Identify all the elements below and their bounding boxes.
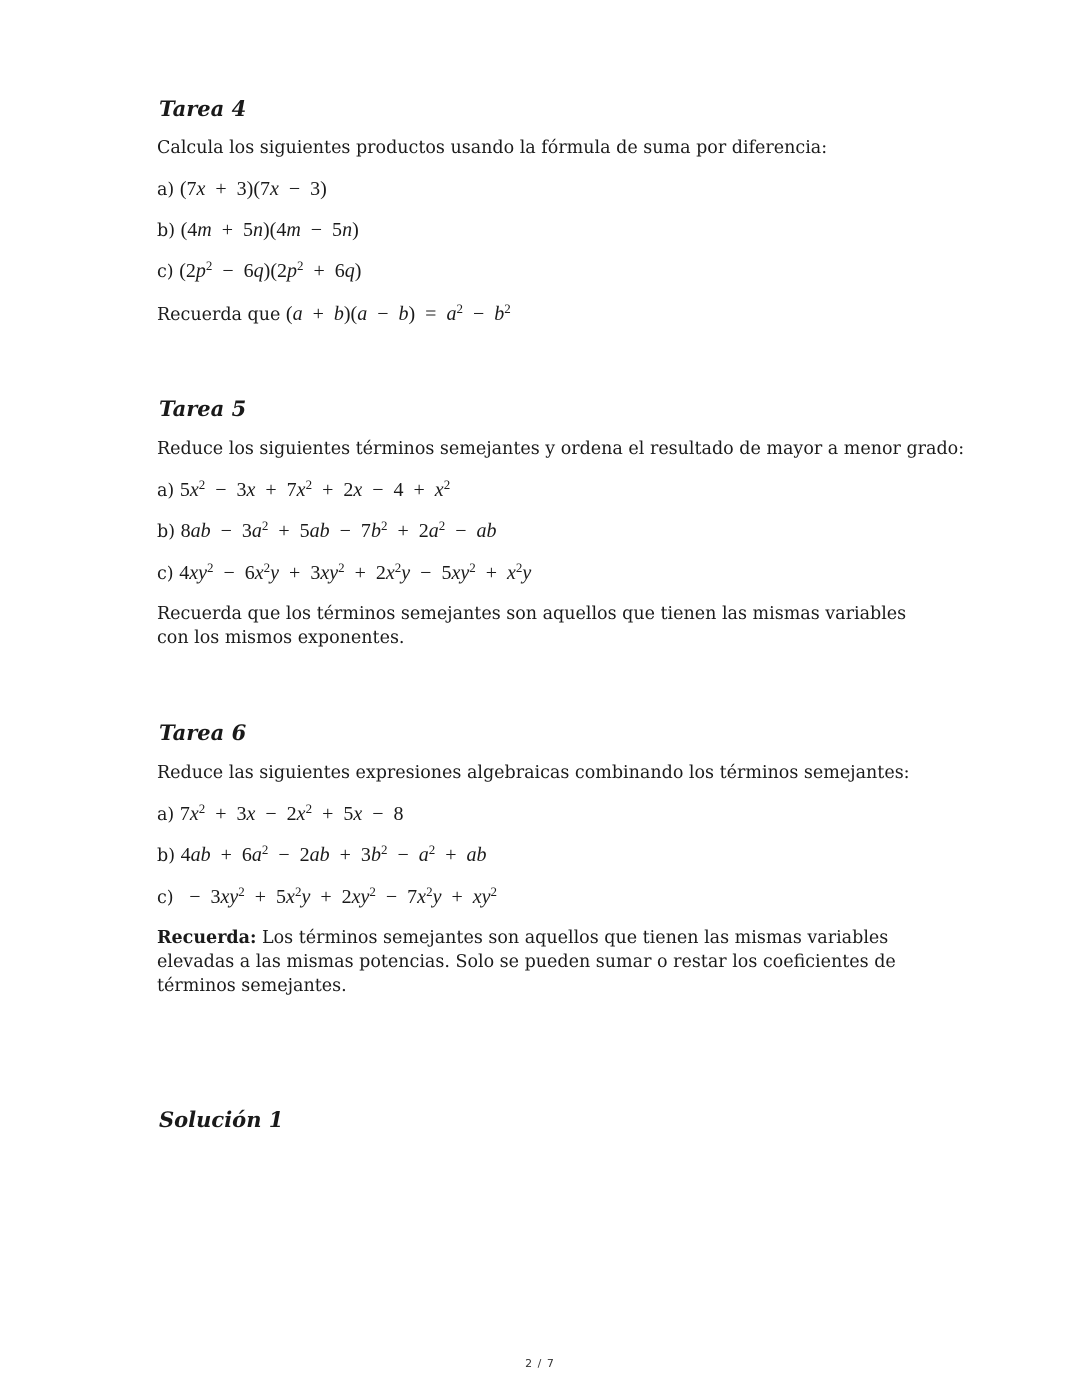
item-label: b) bbox=[157, 846, 181, 866]
hint-prefix: Recuerda que bbox=[157, 305, 286, 325]
tarea-6-item-b bbox=[157, 843, 487, 868]
tarea-4-item-b bbox=[157, 218, 359, 243]
tarea-4-hint bbox=[157, 302, 511, 327]
hint-bold-label: Recuerda: bbox=[157, 928, 257, 948]
tarea-4-title: Tarea 4 bbox=[159, 96, 247, 121]
tarea-5-item-b bbox=[157, 519, 497, 544]
tarea-5-hint: Recuerda que los términos semejantes son aquellos que tienen las mismas variables con los mismos exponentes. bbox=[157, 604, 907, 648]
math-expression: (a + b)(a − b) = $a^2$ − $b^2$ bbox=[285, 300, 511, 325]
hint-text: Los términos semejantes son aquellos que tienen las mismas variables elevadas a las mismas potencias. Solo se pueden sumar o restar los coeficientes de términos semejantes. bbox=[157, 928, 896, 996]
tarea-5-instruction: Reduce los siguientes términos semejantes y ordena el resultado de mayor a menor grado: bbox=[157, 439, 965, 459]
tarea-6-item-a bbox=[157, 802, 404, 827]
item-label: a) bbox=[157, 805, 180, 825]
math-expression: 4ab + $6a^2$ − 2ab + $3b^2$ − $a^2$ + ab bbox=[180, 841, 487, 866]
math-expression: $5x^2$ − 3x + $7x^2$ + 2x − 4 + $x^2$ bbox=[179, 476, 451, 501]
tarea-6-title: Tarea 6 bbox=[159, 720, 247, 745]
math-expression: (7x + 3)(7x − 3) bbox=[179, 178, 327, 200]
tarea-6-item-c bbox=[157, 885, 497, 910]
item-label: a) bbox=[157, 180, 180, 200]
item-label: a) bbox=[157, 481, 180, 501]
item-label: b) bbox=[157, 522, 181, 542]
math-expression: − $3xy^2$ + $5x^2y$ + $2xy^2$ − $7x^2y$ + $xy^2$ bbox=[179, 883, 498, 908]
item-label: c) bbox=[157, 888, 180, 908]
tarea-5-title: Tarea 5 bbox=[159, 396, 247, 421]
item-label: b) bbox=[157, 221, 181, 241]
math-expression: ($2p^2$ − $6q)(2p^2$ + 6q) bbox=[179, 257, 362, 282]
math-expression: $7x^2$ + 3x − $2x^2$ + 5x − 8 bbox=[179, 800, 404, 825]
tarea-6-hint bbox=[157, 926, 932, 998]
tarea-4-item-c bbox=[157, 259, 361, 284]
solucion-1-title: Solución 1 bbox=[159, 1107, 284, 1132]
math-expression: 8ab − $3a^2$ + 5ab − $7b^2$ + $2a^2$ − ab bbox=[180, 517, 497, 542]
tarea-4-instruction: Calcula los siguientes productos usando la fórmula de suma por diferencia: bbox=[157, 138, 828, 158]
tarea-5-item-c bbox=[157, 561, 531, 586]
page-indicator: 2 / 7 bbox=[525, 1357, 555, 1370]
item-label: c) bbox=[157, 564, 180, 584]
math-expression: (4m + 5n)(4m − 5n) bbox=[180, 219, 359, 241]
tarea-6-instruction: Reduce las siguientes expresiones algebraicas combinando los términos semejantes: bbox=[157, 763, 910, 783]
math-expression: $4xy^2$ − $6x^2y$ + $3xy^2$ + $2x^2y$ − $5xy^2$ + $x^2y$ bbox=[179, 559, 532, 584]
tarea-5-item-a bbox=[157, 478, 450, 503]
item-label: c) bbox=[157, 262, 180, 282]
tarea-4-item-a bbox=[157, 177, 327, 202]
